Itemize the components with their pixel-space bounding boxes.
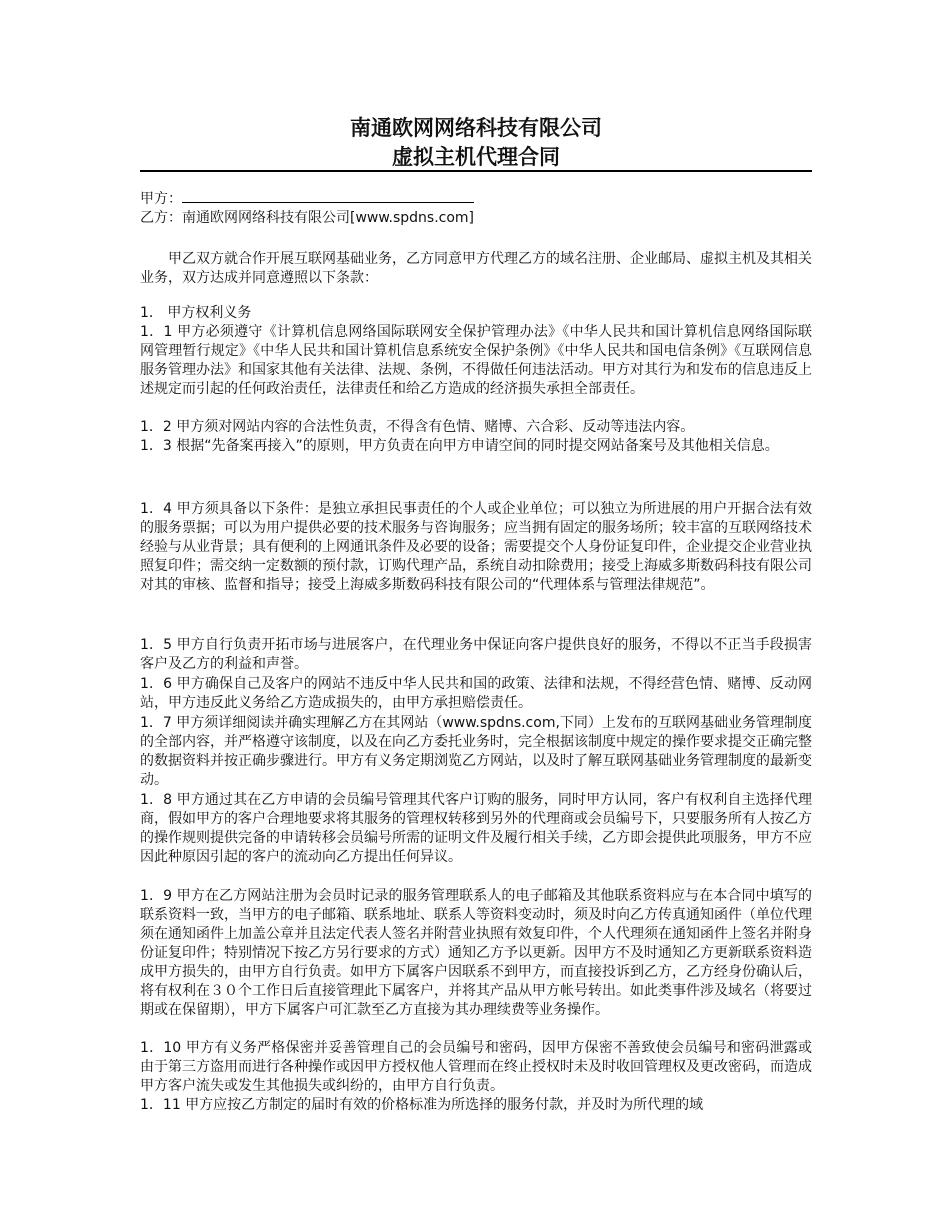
clause-1-5 <box>140 636 812 674</box>
clause-1-4 <box>140 500 812 595</box>
document-title: 虚拟主机代理合同 <box>392 145 560 169</box>
clause-1-11-text: 1．11 甲方应按乙方制定的届时有效的价格标准为所选择的服务付款，并及时为所代理的域 <box>140 1097 704 1113</box>
party-a-line <box>140 190 812 209</box>
clause-1-2-text: 1．2 甲方须对网站内容的合法性负责，不得含有色情、赌博、六合彩、反动等违法内容。 <box>140 419 695 435</box>
section-1-heading: 1． 甲方权利义务 <box>140 305 252 321</box>
clause-1-11 <box>140 1096 812 1115</box>
clause-1-10 <box>140 1039 812 1096</box>
clause-1-3-text: 1．3 根据“先备案再接入”的原则，甲方负责在向甲方申请空间的同时提交网站备案号及其他相关信息。 <box>140 438 779 454</box>
title-divider <box>140 170 812 172</box>
clause-1-2 <box>140 418 812 437</box>
clause-1-6-text: 1．6 甲方确保自己及客户的网站不违反中华人民共和国的政策、法律和法规，不得经营色情、赌博、反动网站，甲方违反此义务给乙方造成损失的，由甲方承担赔偿责任。 <box>140 676 812 711</box>
clause-1-8-text: 1．8 甲方通过其在乙方申请的会员编号管理其代客户订购的服务，同时甲方认同，客户有权利自主选择代理商，假如甲方的客户合理地要求将其服务的管理权转移到另外的代理商或会员编号下，只要服务所有人按乙方的操作规则提供完备的申请转移会员编号所需的证明文件及履行相关手续，乙方即会提供此项服务，甲方不应因此种原因引起的客户的流动向乙方提出任何异议。 <box>140 792 812 865</box>
intro-text: 甲乙双方就合作开展互联网基础业务，乙方同意甲方代理乙方的域名注册、企业邮局、虚拟主机及其相关业务，双方达成并同意遵照以下条款： <box>140 251 812 286</box>
party-a-label: 甲方： <box>140 191 182 207</box>
clause-1-10-text: 1．10 甲方有义务严格保密并妥善管理自己的会员编号和密码，因甲方保密不善致使会员编号和密码泄露或由于第三方盗用而进行各种操作或因甲方授权他人管理而在终止授权时未及时收回管理权及更改密码，而造成甲方客户流失或发生其他损失或纠纷的，由甲方自行负责。 <box>140 1040 812 1094</box>
clause-1-5-text: 1．5 甲方自行负责开拓市场与进展客户，在代理业务中保证向客户提供良好的服务，不得以不正当手段损害客户及乙方的利益和声誉。 <box>140 637 812 672</box>
party-a-blank <box>182 190 474 203</box>
clause-1-9 <box>140 887 812 1020</box>
clause-1-9-text: 1．9 甲方在乙方网站注册为会员时记录的服务管理联系人的电子邮箱及其他联系资料应与在本合同中填写的联系资料一致，当甲方的电子邮箱、联系地址、联系人等资料变动时，须及时向乙方传真通知函件（单位代理须在通知函件上加盖公章并且法定代表人签名并附营业执照有效复印件，个人代理须在通知函件上签名并附身份证复印件；特别情况下按乙方另行要求的方式）通知乙方予以更新。因甲方不及时通知乙方更新联系资料造成甲方损失的，由甲方自行负责。如甲方下属客户因联系不到甲方，而直接投诉到乙方，乙方经身份确认后，将有权利在３０个工作日后直接管理此下属客户，并将其产品从甲方帐号转出。如此类事件涉及域名（将要过期或在保留期），甲方下属客户可汇款至乙方直接为其办理续费等业务操作。 <box>140 888 812 1018</box>
company-title: 南通欧网网络科技有限公司 <box>350 116 602 140</box>
clause-1-8 <box>140 791 812 867</box>
clause-1-7 <box>140 714 812 790</box>
clause-1-6 <box>140 675 812 713</box>
clause-1-3 <box>140 437 812 456</box>
clause-1-1 <box>140 323 812 399</box>
party-b-line: 乙方：南通欧网网络科技有限公司[www.spdns.com] <box>140 210 475 226</box>
clause-1-7-text: 1．7 甲方须详细阅读并确实理解乙方在其网站（www.spdns.com,下同）上发布的互联网基础业务管理制度的全部内容，并严格遵守该制度，以及在向乙方委托业务时，完全根据该制度中规定的操作要求提交正确完整的数据资料并按正确步骤进行。甲方有义务定期浏览乙方网站，以及时了解互联网基础业务管理制度的最新变动。 <box>140 715 812 788</box>
clause-1-4-text: 1．4 甲方须具备以下条件：是独立承担民事责任的个人或企业单位；可以独立为所进展的用户开据合法有效的服务票据；可以为用户提供必要的技术服务与咨询服务；应当拥有固定的服务场所；较丰富的互联网络技术经验与从业背景；具有便利的上网通讯条件及必要的设备；需要提交个人身份证复印件，企业提交企业营业执照复印件；需交纳一定数额的预付款，订购代理产品，系统自动扣除费用；接受上海威多斯数码科技有限公司对其的审核、监督和指导；接受上海威多斯数码科技有限公司的“代理体系与管理法律规范”。 <box>140 501 812 593</box>
intro-paragraph <box>140 250 812 288</box>
clause-1-1-text: 1．1 甲方必须遵守《计算机信息网络国际联网安全保护管理办法》《中华人民共和国计算机信息网络国际联网管理暂行规定》《中华人民共和国计算机信息系统安全保护条例》《中华人民共和国电信条例》《互联网信息服务管理办法》和国家其他有关法律、法规、条例，不得做任何违法活动。甲方对其行为和发布的信息违反上述规定而引起的任何政治责任，法律责任和给乙方造成的经济损失承担全部责任。 <box>140 324 812 397</box>
